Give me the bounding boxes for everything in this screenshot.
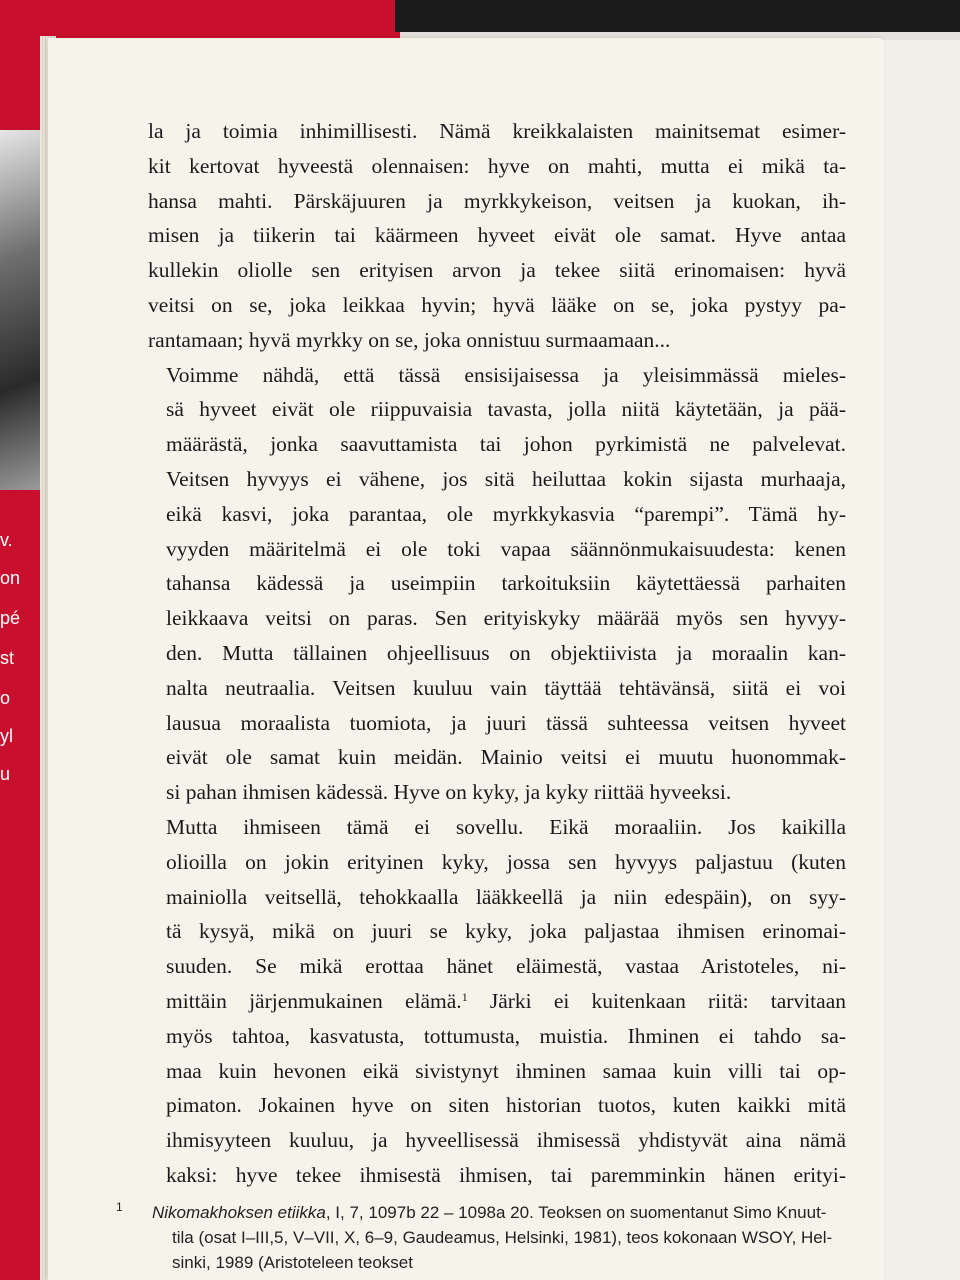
text-line: den. Mutta tällainen ohjeellisuus on objektiivista ja moraalin kan- [166, 640, 846, 665]
text-line: Voimme nähdä, että tässä ensisijaisessa ja yleisimmässä mieles- [166, 362, 846, 387]
text-line: Veitsen hyvyys ei vähene, jos sitä heiluttaa kokin sijasta murhaaja, [166, 466, 846, 491]
background-dark-book [395, 0, 960, 32]
cover-text-fragment: pé [0, 608, 21, 628]
text-segment: Järki ei kuitenkaan riitä: tarvitaan [467, 988, 846, 1013]
text-line: ihmisyyteen kuuluu, ja hyveellisessä ihmisessä yhdistyvät aina nämä [166, 1128, 846, 1153]
cover-portrait-image [0, 130, 40, 490]
text-line: määrästä, jonka saavuttamista tai johon pyrkimistä ne palvelevat. [166, 432, 846, 457]
paragraph-3 [148, 810, 846, 1193]
cover-text-fragment: on [0, 568, 21, 588]
text-line: vyyden määritelmä ei ole toki vapaa säännönmukaisuudesta: kenen [166, 536, 846, 561]
text-line: Mutta ihmiseen tämä ei sovellu. Eikä moraaliin. Jos kaikilla [166, 814, 846, 839]
text-line: eivät ole samat kuin meidän. Mainio veitsi ei muutu huonommak- [166, 745, 846, 770]
cover-text-fragment: u [0, 764, 11, 784]
text-line: mainiolla veitsellä, tehokkaalla lääkkeellä ja niin edespäin), on syy- [166, 884, 846, 909]
text-line: lausua moraalista tuomiota, ja juuri tässä suhteessa veitsen hyveet [166, 710, 846, 735]
text-line: si pahan ihmisen kädessä. Hyve on kyky, ja kyky riittää hyveeksi. [166, 780, 732, 805]
text-line: eikä kasvi, joka parantaa, ole myrkkykasvia “parempi”. Tämä hy- [166, 501, 846, 526]
cover-text-fragment: o [0, 688, 11, 708]
text-line: kullekin oliolle sen erityisen arvon ja tekee siitä erinomaisen: hyvä [148, 258, 846, 283]
text-line: myös tahtoa, kasvatusta, tottumusta, muistia. Ihminen ei tahdo sa- [166, 1023, 846, 1048]
paragraph-2 [148, 358, 846, 810]
background-paper [880, 40, 960, 1280]
text-line: maa kuin hevonen eikä sivistynyt ihminen samaa kuin villi tai op- [166, 1058, 846, 1083]
text-line: misen ja tiikerin tai käärmeen hyveet eivät ole samat. Hyve antaa [148, 223, 846, 248]
text-line: nalta neutraalia. Veitsen kuuluu vain täyttää tehtävänsä, siitä ei voi [166, 675, 846, 700]
paragraph-1 [148, 114, 846, 358]
text-line: veitsi on se, joka leikkaa hyvin; hyvä lääke on se, joka pystyy pa- [148, 292, 846, 317]
text-line: rantamaan; hyvä myrkky on se, joka onnistuu surmaamaan... [148, 327, 671, 352]
book-page [48, 38, 884, 1280]
text-line: kit kertovat hyveestä olennaisen: hyve on mahti, mutta ei mikä ta- [148, 153, 846, 178]
text-line: sä hyveet eivät ole riippuvaisia tavasta, jolla niitä käytetään, ja pää- [166, 397, 846, 422]
text-line: olioilla on jokin erityinen kyky, jossa sen hyvyys paljastuu (kuten [166, 849, 846, 874]
footnote-title: Nikomakhoksen etiikka [152, 1203, 326, 1222]
footnote-line: tila (osat I–III,5, V–VII, X, 6–9, Gaudeamus, Helsinki, 1981), teos kokonaan WSOY, Hel- [172, 1228, 833, 1247]
text-segment: mittäin järjenmukainen elämä. [166, 988, 462, 1013]
text-line-with-footnote [148, 984, 846, 1019]
body-text [148, 114, 846, 1193]
text-line: suuden. Se mikä erottaa hänet eläimestä, vastaa Aristoteles, ni- [166, 954, 846, 979]
footnote-number: 1 [116, 1200, 123, 1214]
cover-text-fragment: v. [0, 530, 13, 550]
text-line: tä kysyä, mikä on juuri se kyky, joka paljastaa ihmisen erinomai- [166, 919, 846, 944]
text-line: tahansa kädessä ja useimpiin tarkoituksiin käytettäessä parhaiten [166, 571, 846, 596]
footnote-reference[interactable]: 1 [461, 989, 468, 1004]
text-line: leikkaava veitsi on paras. Sen erityiskyky määrää myös sen hyvyy- [166, 606, 846, 631]
cover-text-fragment: yl [0, 726, 13, 746]
text-line: pimaton. Jokainen hyve on siten historian tuotos, kuten kaikki mitä [166, 1093, 846, 1118]
footnote-text: , I, 7, 1097b 22 – 1098a 20. Teoksen on suomentanut Simo Knuut- [325, 1203, 827, 1222]
text-line: hansa mahti. Pärskäjuuren ja myrkkykeison, veitsen ja kuokan, ih- [148, 188, 846, 213]
footnote-line [116, 1200, 856, 1225]
cover-text-fragment: st [0, 648, 15, 668]
text-line: la ja toimia inhimillisesti. Nämä kreikkalaisten mainitsemat esimer- [148, 119, 846, 143]
footnote [116, 1200, 856, 1275]
text-line: kaksi: hyve tekee ihmisestä ihmisen, tai paremminkin hänen erityi- [166, 1162, 846, 1187]
footnote-line: sinki, 1989 (Aristoteleen teokset [172, 1253, 413, 1272]
